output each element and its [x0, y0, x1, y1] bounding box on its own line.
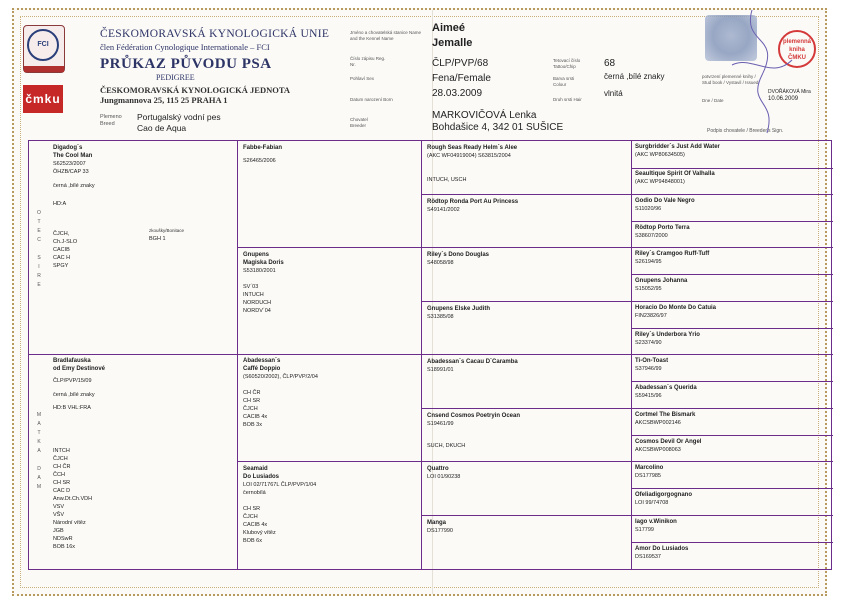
studbook-stamp: plemenná kniha ČMKU [778, 30, 816, 68]
dam-title: VSV [53, 504, 65, 510]
gggp-reg: DS177985 [635, 473, 661, 479]
ggp-titles: INTUCH, USCH [427, 177, 467, 183]
gp-title: Klubový vítěz [243, 530, 276, 536]
gggp-cell [635, 304, 825, 320]
dam-title: CH SR [53, 480, 71, 486]
dog-name-line2: Jemalle [432, 37, 473, 49]
dam-name-2: od Emy Destinové [53, 366, 106, 372]
sire-letter: T [37, 219, 41, 225]
gp-reg: S26465/2006 [243, 158, 276, 164]
dam-letter: A [37, 421, 41, 427]
org-address: Jungmannova 25, 115 25 PRAHA 1 [100, 95, 228, 105]
gp-name: Gnupens [243, 252, 270, 258]
gggp-divider-1 [631, 168, 833, 169]
gp-title: ČJCH [243, 406, 258, 412]
breeder-label: Chovatel Breeder [350, 117, 368, 128]
sire-name-1: Digadog´s [53, 145, 83, 151]
dam-title: JGB [53, 528, 64, 534]
sire-hd: HD:A [53, 201, 67, 207]
org-member: člen Fédération Cynologique Internationale – FCI [100, 42, 270, 52]
dam-letter: M [36, 484, 42, 490]
dam-title: CH ČR [53, 464, 71, 470]
name-label: Jméno a chovatelská stanice Name and the Kennel Name [350, 30, 422, 41]
gggp-reg: (AKC WP94848001) [635, 179, 685, 185]
gp-reg: LOI 02/71767L ČLP/PVP/1/04 [243, 482, 317, 488]
dam-title: VŠV [53, 512, 65, 518]
dam-cell [53, 357, 233, 412]
ggp-reg: S18991/01 [427, 367, 454, 373]
gp-title: SV´03 [243, 284, 259, 290]
gggp-reg: S37946/99 [635, 366, 662, 372]
gggp-cell [635, 491, 825, 507]
gggp-name: Abadessan´s Querida [635, 385, 697, 391]
gp-title: CH SR [243, 398, 261, 404]
col-divider-1 [237, 141, 238, 569]
sire-letter: C [37, 237, 41, 243]
dam-title: Národní vítěz [53, 520, 86, 526]
gp-title: BOB 3x [243, 422, 262, 428]
ggp-reg: S31385/08 [427, 314, 454, 320]
sire-name-2: The Cool Man [53, 153, 93, 159]
gggp-cell [635, 277, 825, 293]
sex-label: Pohlaví Sex [350, 76, 375, 81]
sire-letter: E [37, 228, 41, 234]
ggp-cell [427, 519, 627, 535]
date-label: Dne / Date [702, 98, 724, 103]
gggp-reg: AKCSBWP008063 [635, 447, 681, 453]
gggp-cell [635, 250, 825, 266]
granddam-paternal [243, 251, 418, 315]
gggp-cell [635, 143, 825, 159]
reg-label: Číslo zápisu Reg. Nr. [350, 56, 386, 67]
gggp-cell [635, 357, 825, 373]
gp-title: BOB 6x [243, 538, 262, 544]
document-title: PRŮKAZ PŮVODU PSA [100, 56, 272, 72]
sire-letter: R [37, 273, 41, 279]
document-subtitle: PEDIGREE [156, 73, 195, 82]
gp-name-2: Do Lusiados [243, 474, 280, 480]
dam-letter: D [37, 466, 41, 472]
breed-value [137, 112, 221, 134]
gggp-reg: S26194/95 [635, 259, 662, 265]
gggp-name: Ti-On-Toast [635, 358, 669, 364]
dam-letter: T [37, 430, 41, 436]
breed-line1: Portugalský vodní pes [137, 112, 221, 122]
gp-title: CACIB 4x [243, 414, 268, 420]
sire-letter: S [37, 255, 41, 261]
gggp-cell [635, 545, 825, 561]
gggp-cell [635, 331, 825, 347]
issued-by: DVOŘÁKOVÁ Mira [768, 89, 811, 95]
gp-reg: (S60520/2002), ČLP/PVP/2/04 [243, 374, 318, 380]
gggp-name: Horacio Do Monte Do Catuia [635, 305, 717, 311]
gggp-cell [635, 411, 825, 427]
ggp-name: Manga [427, 520, 447, 526]
gggp-divider-3 [631, 274, 833, 275]
gggp-divider-5 [631, 381, 833, 382]
dam-titles [53, 447, 153, 551]
dam-name-1: Bradlafauska [53, 358, 91, 364]
gp-title: NORDV´04 [243, 308, 271, 314]
gp-divider-2 [237, 461, 833, 462]
gggp-reg: DS169537 [635, 554, 661, 560]
sire-color: černá ,bílé znaky [53, 183, 95, 189]
sire-title: ČJCH, [53, 231, 70, 237]
ggp-reg: DS177990 [427, 528, 453, 534]
gggp-reg: S11020/96 [635, 206, 662, 212]
gggp-reg: S17799 [635, 527, 654, 533]
ggp-cell [427, 144, 627, 184]
gggp-divider-7 [631, 488, 833, 489]
gggp-divider-8 [631, 542, 833, 543]
sire-letter-gap [36, 245, 42, 254]
ggp-name: Abadessan´s Cacau D´Caramba [427, 359, 518, 365]
sire-side-label [36, 209, 42, 290]
signature [722, 5, 802, 135]
gp-title: CH SR [243, 506, 261, 512]
gggp-name: Marcolino [635, 465, 664, 471]
gggp-cell [635, 518, 825, 534]
col-divider-3 [631, 141, 632, 569]
ggp-cell [427, 465, 627, 481]
dam-letter: K [37, 439, 41, 445]
gp-title: NORDUCH [243, 300, 272, 306]
gggp-cell [635, 384, 825, 400]
gp-name: Abadessan´s [243, 358, 281, 364]
fci-logo-ring: FCI [27, 29, 59, 61]
ggp-reg: LOI 01/90238 [427, 474, 461, 480]
gggp-reg: S15052/95 [635, 286, 662, 292]
gp-name-2: Magiska Doris [243, 260, 284, 266]
gggp-name: Surgbridder´s Just Add Water [635, 144, 720, 150]
ggp-cell [427, 358, 627, 374]
dog-coat: vlnitá [604, 89, 623, 98]
dam-title: BOB 16x [53, 544, 76, 550]
sire-title: SPGY [53, 263, 69, 269]
gggp-name: Godio Do Vale Negro [635, 198, 695, 204]
ggp-reg: S48058/98 [427, 260, 454, 266]
gggp-reg: FIN23826/97 [635, 313, 667, 319]
dam-title: NDSwR [53, 536, 73, 542]
fci-logo [23, 25, 65, 73]
organization-header [100, 28, 340, 105]
gp-reg: S53180/2001 [243, 268, 276, 274]
sire-title: CAC H [53, 255, 71, 261]
gggp-name: Amor Do Lusiados [635, 546, 689, 552]
gggp-reg: (AKC WP80634505) [635, 152, 685, 158]
dam-letter: M [36, 412, 42, 418]
ggp-cell [427, 305, 627, 321]
dam-letter: A [37, 475, 41, 481]
sire-dam-divider [29, 354, 833, 355]
granddam-maternal [243, 465, 418, 545]
sire-letter: E [37, 282, 41, 288]
gggp-cell [635, 438, 825, 454]
gggp-reg: AKCSBWP002146 [635, 420, 681, 426]
gggp-name: Riley´s Cramgoo Ruff-Tuff [635, 251, 710, 257]
tattoo-label: Tetovací číslo Tattoo/Chip [553, 58, 581, 69]
grandsire-maternal [243, 357, 418, 429]
gggp-reg: S23374/90 [635, 340, 662, 346]
ggp-cell [427, 198, 627, 214]
dam-hd: HD:B VHL:FRA [53, 405, 91, 411]
sire-exam: BGH 1 [149, 236, 166, 242]
sire-titles [53, 230, 133, 270]
sire-title: Ch.J-SLO [53, 239, 78, 245]
gp-divider-1 [237, 247, 833, 248]
breed-label: Plemeno Breed [100, 114, 122, 127]
gggp-name: Rödtop Porto Terra [635, 225, 690, 231]
dam-title: ČJCH [53, 456, 68, 462]
dam-color: černá ,bílé znaky [53, 392, 95, 398]
gggp-cell [635, 224, 825, 240]
fci-logo-band [24, 66, 64, 72]
grandsire-paternal [243, 144, 418, 165]
ggp-divider-4 [421, 515, 833, 516]
dam-reg: ČLP/PVP/15/09 [53, 378, 92, 384]
ggp-reg: S49141/2002 [427, 207, 460, 213]
ggp-name: Cnsend Cosmos Poetryin Ocean [427, 413, 521, 419]
breeder-address: Bohdašice 4, 342 01 SUŠICE [432, 122, 564, 133]
dob-label: Datum narození Born [350, 97, 393, 102]
breed-line2: Cao de Aqua [137, 123, 187, 133]
sire-letter: I [38, 264, 40, 270]
gggp-reg: LOI 99/74708 [635, 500, 669, 506]
dam-title: ČCH [53, 472, 65, 478]
breeder-sign-label: Podpis chovatele / Breeder's Sign. [707, 128, 784, 134]
dam-side-label [36, 411, 42, 492]
gggp-name: Ofeliadigorgognano [635, 492, 692, 498]
gp-title: CACIB 4x [243, 522, 268, 528]
dam-title: Anw.Dt.Ch.VDH [53, 496, 93, 502]
ggp-name: Rough Seas Ready Helm´s Alee [427, 145, 518, 151]
ggp-name: Quattro [427, 466, 449, 472]
ggp-reg: (AKC WF04919004) S63815/2004 [427, 153, 511, 159]
gggp-name: Riley´s Underbora Yrio [635, 332, 700, 338]
gp-title: INTUCH [243, 292, 264, 298]
ggp-cell [427, 412, 627, 450]
dog-name-line1: Aimeé [432, 22, 466, 34]
gggp-reg: S38607/2000 [635, 233, 668, 239]
issued-label: potvrzení plemenné knihy / Stud book / Vystavil / Issued [702, 74, 759, 85]
gggp-cell [635, 464, 825, 480]
sire-exam-label: zkoušky/Bonitace [149, 228, 185, 233]
gggp-name: Cortmel The Bismark [635, 412, 696, 418]
dog-sex: Fena/Female [432, 73, 491, 84]
ggp-reg: S19461/99 [427, 421, 454, 427]
sire-title: CACIB [53, 247, 70, 253]
dog-color: černá ,bílé znaky [604, 72, 665, 81]
gp-name-2: Caffé Doppio [243, 366, 281, 372]
gggp-divider-2 [631, 221, 833, 222]
ggp-name: Gnupens Elske Judith [427, 306, 491, 312]
ggp-name: Rödtop Ronda Port Au Princess [427, 199, 519, 205]
breeder-name: MARKOVIČOVÁ Lenka [432, 110, 537, 121]
sire-reg-2: ÖHZB/CAP 33 [53, 169, 89, 175]
gp-name: Fabbe-Fabian [243, 145, 283, 151]
ggp-divider-2 [421, 301, 833, 302]
gp-title: ČJCH [243, 514, 258, 520]
dog-reg: ČLP/PVP/68 [432, 58, 489, 69]
ggp-divider-1 [421, 194, 833, 195]
dam-title: INTCH [53, 448, 70, 454]
gp-title: CH ČR [243, 390, 261, 396]
org-unit: ČESKOMORAVSKÁ KYNOLOGICKÁ JEDNOTA [100, 85, 291, 95]
dam-title: CAC D [53, 488, 71, 494]
gggp-cell [635, 170, 825, 186]
dam-letter: A [37, 448, 41, 454]
ggp-name: Riley´s Dono Douglas [427, 252, 490, 258]
color-label: Barva srsti Colour [553, 76, 575, 87]
sire-reg: S62523/2007 [53, 161, 86, 167]
coat-label: Druh srsti Hair [553, 97, 582, 102]
gp-name: Seamaid [243, 466, 268, 472]
col-divider-2 [421, 141, 422, 569]
gggp-name: Gnupens Johanna [635, 278, 688, 284]
ggp-titles: SUCH, DKUCH [427, 443, 466, 449]
ggp-divider-3 [421, 408, 833, 409]
pedigree-table [28, 140, 832, 570]
cmku-logo: čmku [23, 85, 63, 113]
dog-dob: 28.03.2009 [432, 88, 483, 99]
sire-cell [53, 144, 233, 208]
gggp-name: Seaultique Spirit Of Valhalla [635, 171, 715, 177]
ggp-cell [427, 251, 627, 267]
gggp-cell [635, 197, 825, 213]
gp-extra: černobílá [243, 490, 266, 496]
issue-date: 10.06.2009 [768, 96, 799, 102]
org-name: ČESKOMORAVSKÁ KYNOLOGICKÁ UNIE [100, 28, 330, 40]
gggp-name: Cosmos Devil Or Angel [635, 439, 702, 445]
dam-letter-gap [36, 456, 42, 465]
gggp-divider-6 [631, 435, 833, 436]
gggp-reg: S59415/96 [635, 393, 662, 399]
gggp-divider-4 [631, 328, 833, 329]
gggp-name: Iago v.Winikon [635, 519, 677, 525]
sire-letter: O [37, 210, 41, 216]
dog-tattoo: 68 [604, 58, 616, 69]
